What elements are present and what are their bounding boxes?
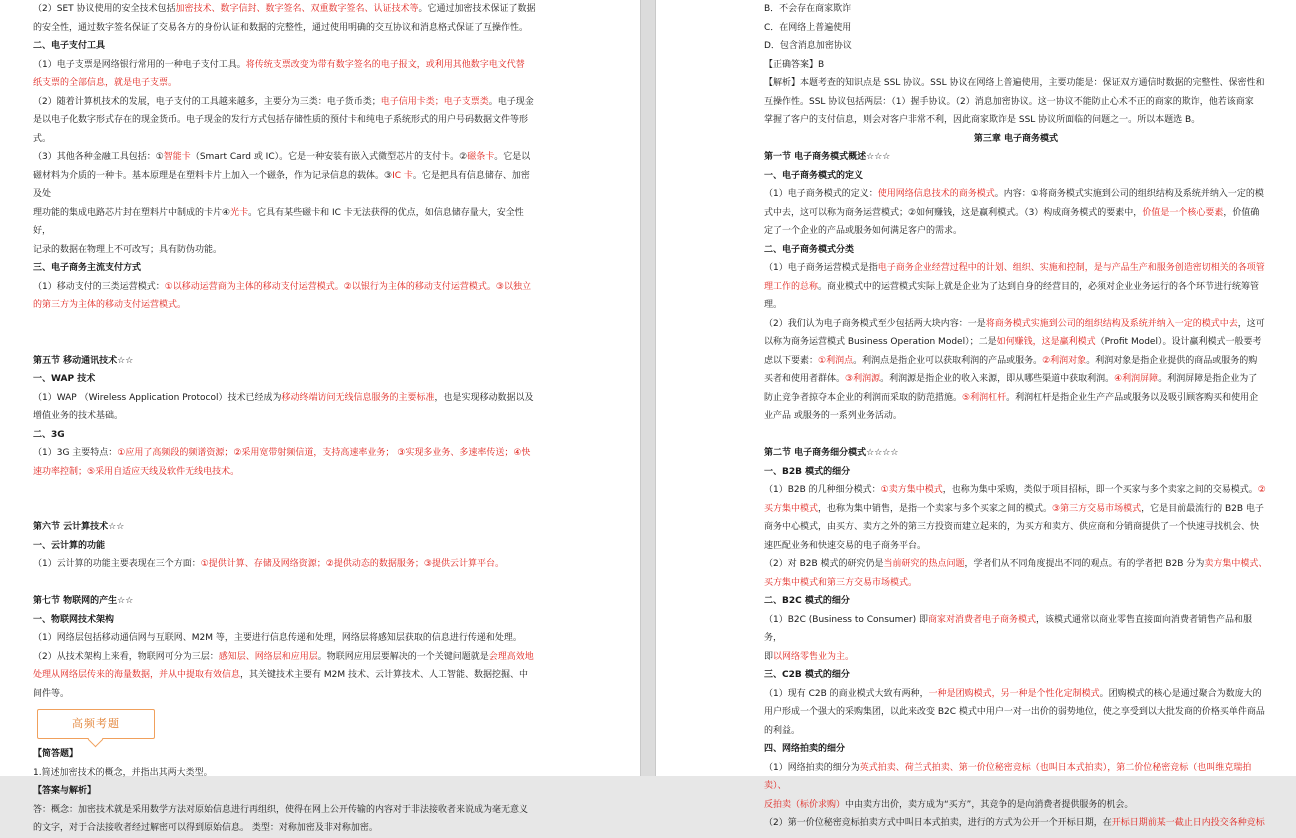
text-line	[764, 56, 1268, 75]
text-line	[33, 130, 536, 149]
highlight-text: ④利润屏障	[1114, 374, 1159, 384]
text-line	[33, 148, 536, 167]
text-segment: ，也称为集中销售，是指一个卖家与多个买家之间的模式。	[818, 503, 1053, 514]
text-segment: ，也是实现移动数据以及	[434, 392, 534, 403]
section-heading	[764, 444, 1268, 463]
text-line	[764, 259, 1268, 278]
text-segment: 第一节 电子商务模式概述☆☆☆	[764, 152, 891, 162]
text-segment: 【简答题】	[33, 749, 79, 759]
text-line	[764, 814, 1268, 833]
text-segment: （1）WAP （Wireless Application Protocol）技术已经成为	[33, 392, 282, 403]
text-segment: 。利润源是指企业的收入来源，即从哪些渠道中获取利润。	[880, 374, 1115, 384]
blank-line	[33, 481, 536, 500]
text-line	[33, 19, 536, 38]
text-segment: 一、云计算的功能	[33, 540, 106, 551]
text-segment: 增值业务的技术基础。	[33, 411, 124, 421]
section-heading	[33, 782, 536, 801]
section-heading	[33, 745, 536, 764]
text-segment: （Profit Model）。设计赢利模式一般要考	[1095, 337, 1262, 347]
text-line	[764, 0, 1268, 19]
section-heading	[764, 463, 1268, 482]
text-segment: （1）B2C (Business to Consumer) 即	[764, 614, 928, 625]
text-segment: 掌握了客户的支付信息，则会对客户非常不利，因此商家欺诈是 SSL 协议所面临的问题之一。所以本题选 B。	[764, 115, 1201, 125]
text-segment: 即	[764, 651, 774, 662]
text-segment: 。利润点是指企业可以获取利润的产品或服务。	[853, 355, 1043, 366]
highlight-text: 磁条卡	[467, 152, 495, 162]
text-segment: 一、物联网技术架构	[33, 614, 115, 625]
page-left-content	[33, 0, 536, 838]
highlight-text: 如何赚钱，这是赢利模式	[996, 337, 1096, 347]
exam-badge: 高频考题	[37, 709, 155, 739]
text-segment: （2）随着计算机技术的发展，电子支付的工具越来越多，主要分为三类：电子货币类；	[33, 96, 381, 107]
section-heading	[764, 241, 1268, 260]
highlight-text: 价值是一个核心要素	[1142, 207, 1224, 218]
text-segment: B．不会存在商家欺诈	[764, 4, 852, 14]
highlight-text: 电子商务企业经营过程中的计划、组织、实施和控制，是与产品生产和服务创造密切相关的各项管	[877, 263, 1265, 273]
text-segment: （2）第一价位秘密竞标拍卖方式中叫日本式拍卖，进行的方式为公开一个开标日期，在	[764, 818, 1112, 828]
text-segment: 。它是把具有信息储存、加密及处	[33, 170, 530, 199]
text-segment: 1.简述加密技术的概念，并指出其两大类型。	[33, 767, 213, 778]
text-segment: 三、电子商务主流支付方式	[33, 263, 142, 273]
section-heading	[764, 666, 1268, 685]
text-segment: 【正确答案】B	[764, 59, 825, 70]
text-segment: D．包含消息加密协议	[764, 41, 852, 51]
text-segment: 四、网络拍卖的细分	[764, 744, 846, 754]
text-segment: ，它是目前最流行的 B2B 电子	[1141, 503, 1264, 514]
text-line	[764, 315, 1268, 334]
highlight-text: 英式拍卖、荷兰式拍卖、第一价位秘密竞标（也叫日本式拍卖），第二价位秘密竞标（也叫维克瑞拍卖）、	[764, 762, 1252, 791]
text-line	[764, 759, 1268, 796]
text-line	[764, 111, 1268, 130]
highlight-text: IC 卡	[392, 170, 413, 181]
text-segment: 第五节 移动通讯技术☆☆	[33, 355, 134, 366]
text-segment: ，学者们从不同角度提出不同的观点。有的学者把 B2B 分为	[964, 559, 1205, 569]
text-segment: 二、电子支付工具	[33, 41, 106, 51]
text-segment: 二、3G	[33, 429, 65, 440]
text-line	[764, 352, 1268, 371]
highlight-text: 卖方集中模式、	[1204, 559, 1268, 569]
highlight-text: 的第三方为主体的移动支付运营模式。	[33, 300, 187, 310]
text-line	[764, 611, 1268, 648]
text-segment: （1）B2B 的几种细分模式：	[764, 485, 881, 495]
text-segment: C．在网络上普遍使用	[764, 22, 852, 33]
highlight-text: ①卖方集中模式	[880, 485, 943, 495]
section-heading	[33, 259, 536, 278]
text-segment: 一、电子商务模式的定义	[764, 170, 864, 181]
highlight-text: ②利润对象	[1042, 355, 1087, 366]
text-segment: 磁材料为介质的一种卡。基本原理是在塑料卡片上加入一个磁条，作为记录信息的载体。③	[33, 170, 393, 181]
highlight-text: 商家对消费者电子商务模式	[928, 614, 1037, 625]
text-line	[33, 685, 536, 704]
section-heading	[764, 167, 1268, 186]
text-line	[764, 537, 1268, 556]
text-segment: ，该模式通常以商业零售直接面向消费者销售产品和服务，	[764, 614, 1253, 643]
text-line	[33, 666, 536, 685]
text-line	[33, 111, 536, 130]
text-segment: 。它通过加密技术保证了数据	[418, 4, 536, 14]
text-segment: （3）其他各种金融工具包括：①	[33, 152, 164, 162]
section-heading	[764, 148, 1268, 167]
page-left	[0, 0, 640, 833]
text-line	[764, 648, 1268, 667]
highlight-text: 将传统支票改变为带有数字签名的电子报文，或利用其他数字电文代替	[245, 59, 525, 70]
text-segment: 。内容：①将商务模式实施到公司的组织结构及系统并纳入一定的模	[994, 189, 1264, 199]
highlight-text: 速功率控制；⑤采用自适应天线及软件无线电技术。	[33, 466, 240, 477]
highlight-text: 纸支票的全部信息，就是电子支票。	[33, 78, 178, 88]
text-segment: 互操作性。SSL 协议包括两层：（1）握手协议。（2）消息加密协议。这一协议不能防止心术不正的商家的欺诈，他若该商家	[764, 96, 1254, 107]
text-line	[33, 819, 536, 838]
text-line	[764, 204, 1268, 223]
highlight-text: ①利润点	[818, 355, 854, 366]
text-line	[764, 37, 1268, 56]
text-line	[33, 764, 536, 783]
text-line	[33, 167, 536, 204]
text-segment: 式。	[33, 133, 52, 144]
text-segment: 速匹配业务和快速交易的电子商务平台。	[764, 540, 927, 551]
text-segment: 商务中心模式，由买方、卖方之外的第三方投资而建立起来的，为买方和卖方、供应商和分销商提供了一个快速寻找机会、快	[764, 522, 1260, 532]
text-segment: ，其关键技术主要有 M2M 技术、云计算技术、人工智能、数据挖掘、中	[240, 670, 528, 680]
text-line	[33, 241, 536, 260]
text-line	[33, 444, 536, 463]
text-segment: 一、WAP 技术	[33, 374, 96, 384]
highlight-text: ⑤利润杠杆	[962, 392, 1007, 403]
text-line	[33, 278, 536, 297]
highlight-text: ①提供计算、存储及网络资源；②提供动态的数据服务；③提供云计算平台。	[200, 559, 504, 569]
text-segment: （1）网络层包括移动通信网与互联网、M2M 等，主要进行信息传递和处理，网络层将感知层获取的信息进行传递和处理。	[33, 633, 522, 643]
text-line	[764, 222, 1268, 241]
highlight-text: 以网络零售业为主。	[773, 651, 855, 662]
text-segment: （Smart Card 或 IC）。它是一种安装有嵌入式微型芯片的支付卡。②	[190, 152, 468, 162]
section-heading	[33, 352, 536, 371]
text-segment: 答：概念：加密技术就是采用数学方法对原始信息进行再组织，使得在网上公开传输的内容对于非法接收者来说成为毫无意义	[33, 804, 529, 815]
highlight-text: 感知层、网络层和应用层	[218, 651, 318, 662]
section-heading	[764, 592, 1268, 611]
text-segment: （2）我们认为电子商务模式至少包括两大块内容：一是	[764, 318, 986, 329]
highlight-text: 反拍卖（标价求购）	[764, 799, 846, 810]
section-heading	[33, 592, 536, 611]
blank-line	[33, 333, 536, 352]
text-segment: （2）对 B2B 模式的研究仍是	[764, 559, 884, 569]
section-heading	[33, 37, 536, 56]
text-segment: 式中去，这可以称为商务运营模式；②如何赚钱，这是赢利模式。（3）构成商务模式的要素中，	[764, 207, 1143, 218]
text-line	[33, 407, 536, 426]
text-line	[764, 333, 1268, 352]
text-line	[764, 389, 1268, 408]
highlight-text: 电子信用卡类；电子支票类	[380, 96, 489, 107]
highlight-text: ③第三方交易市场模式	[1052, 503, 1142, 514]
section-heading	[33, 537, 536, 556]
text-line	[33, 296, 536, 315]
text-segment: 第七节 物联网的产生☆☆	[33, 596, 134, 606]
text-segment: （1）3G 主要特点：	[33, 448, 118, 458]
text-segment: 的利益。	[764, 725, 801, 736]
text-segment: 定了一个企业的产品或服务如何满足客户的需求。	[764, 226, 963, 236]
text-segment: 理功能的集成电路芯片封在塑料片中制成的卡片④	[33, 207, 231, 218]
text-segment: 是以电子化数字形式存在的现金货币。电子现金的发行方式包括存储性质的预付卡和纯电子系统形式的用户号码数据文件等形	[33, 115, 529, 125]
text-segment: 第六节 云计算技术☆☆	[33, 522, 125, 532]
highlight-text: 加密技术、数字信封、数字签名、双重数字签名、认证技术等	[175, 4, 419, 14]
text-line	[764, 722, 1268, 741]
section-heading	[33, 370, 536, 389]
text-line	[764, 685, 1268, 704]
highlight-text: 当前研究的热点问题	[883, 559, 965, 569]
text-segment: 防止竞争者掠夺本企业的利润而采取的防范措施。	[764, 392, 963, 403]
page-right	[656, 0, 1296, 828]
text-segment: 。它具有某些磁卡和 IC 卡无法获得的优点，如信息储存量大，安全性好，	[33, 207, 524, 236]
text-line	[33, 629, 536, 648]
text-segment: 。利润对象是指企业提供的商品或服务的购	[1086, 355, 1258, 366]
text-segment: ，这可	[1237, 318, 1265, 329]
text-line	[764, 278, 1268, 315]
text-segment: 虑以下要素：	[764, 355, 819, 366]
text-segment: 。电子现金	[488, 96, 534, 107]
text-segment: （1）电子商务运营模式是指	[764, 263, 878, 273]
text-segment: （1）网络拍卖的细分为	[764, 762, 860, 773]
text-segment: 中由卖方出价，卖方成为“买方”，其竞争的是向消费者提供服务的机会。	[845, 799, 1134, 810]
highlight-text: 智能卡	[163, 152, 191, 162]
highlight-text: ②	[1257, 485, 1266, 495]
highlight-text: 移动终端访问无线信息服务的主要标准	[281, 392, 435, 403]
blank-line	[33, 500, 536, 519]
text-line	[764, 555, 1268, 574]
highlight-text: 处理从网络层传来的海量数据，并从中提取有效信息	[33, 670, 241, 680]
text-segment: （1）云计算的功能主要表现在三个方面：	[33, 559, 201, 569]
section-heading	[33, 611, 536, 630]
blank-line	[764, 426, 1268, 445]
text-segment: 买者和使用者群体。	[764, 374, 846, 384]
text-line	[33, 56, 536, 75]
text-line	[764, 19, 1268, 38]
text-line	[33, 648, 536, 667]
chapter-title	[764, 130, 1268, 149]
text-line	[33, 204, 536, 241]
text-segment: ，价值确	[1223, 207, 1260, 218]
highlight-text: 理工作的总称	[764, 281, 819, 292]
text-line	[33, 0, 536, 19]
text-segment: 二、B2C 模式的细分	[764, 596, 850, 606]
text-segment: 用户形成一个强大的采购集团，以此来改变 B2C 模式中用户一对一出价的弱势地位，使之享受到以大批发商的价格买单件商品	[764, 707, 1265, 717]
text-segment: 记录的数据在物理上不可改写；具有防伪功能。	[33, 244, 223, 255]
text-segment: （2）从技术架构上来看，物联网可分为三层：	[33, 651, 219, 662]
highlight-text: ①应用了高频段的频谱资源；②采用宽带射频信道，支持高速率业务； ③实现多业务、多速率传送；④快	[117, 448, 531, 458]
blank-line	[33, 315, 536, 334]
highlight-text: 买方集中模式	[764, 503, 819, 514]
text-segment: （2）SET 协议使用的安全技术包括	[33, 4, 176, 14]
highlight-text: ①以移动运营商为主体的移动支付运营模式。②以银行为主体的移动支付运营模式。③以独立	[164, 281, 531, 292]
text-line	[764, 574, 1268, 593]
highlight-text: 将商务模式实施到公司的组织结构及系统并纳入一定的模式中去	[985, 318, 1238, 329]
text-segment: 。它是以	[494, 152, 531, 162]
text-segment: （1）现有 C2B 的商业模式大致有两种，	[764, 688, 929, 699]
text-segment: 以称为商务运营模式 Business Operation Model）；二是	[764, 337, 997, 347]
text-line	[33, 93, 536, 112]
text-line	[33, 555, 536, 574]
highlight-text: 开标日期前某一截止日内投交各种竞标	[1111, 818, 1265, 828]
text-segment: 第三章 电子商务模式	[973, 133, 1059, 144]
section-heading	[33, 426, 536, 445]
section-heading	[33, 518, 536, 537]
text-segment: 。物联网应用层要解决的一个关键问题就是	[317, 651, 489, 662]
text-segment: 。商业模式中的运营模式实际上就是企业为了达到自身的经营目的，必须对企业业务运行的各个环节进行统筹管理。	[764, 281, 1260, 310]
text-segment: 。团购模式的核心是通过聚合为数庞大的	[1099, 688, 1262, 699]
text-segment: 【答案与解析】	[33, 786, 97, 796]
text-line	[33, 463, 536, 482]
text-segment: 的安全性，通过数字签名保证了交易各方的身份认证和数据的完整性，通过使用明确的交互协议和消息格式保证了互操作性。	[33, 22, 529, 33]
text-line	[33, 801, 536, 820]
text-segment: 间件等。	[33, 688, 70, 699]
text-segment: （1）电子支票是网络银行常用的一种电子支付工具。	[33, 59, 246, 70]
text-line	[764, 74, 1268, 93]
text-segment: （1）移动支付的三类运营模式：	[33, 281, 165, 292]
text-line	[764, 370, 1268, 389]
text-line	[764, 796, 1268, 815]
text-segment: （1）电子商务模式的定义：	[764, 189, 878, 199]
text-line	[764, 518, 1268, 537]
text-segment: 【解析】本题考查的知识点是 SSL 协议。SSL 协议在网络上普遍使用，主要功能是：保证双方通信时数据的完整性、保密性和	[764, 78, 1265, 88]
text-segment: 二、电子商务模式分类	[764, 244, 855, 255]
highlight-text: 会理高效地	[488, 651, 534, 662]
text-segment: 一、B2B 模式的细分	[764, 466, 851, 477]
page-gap	[640, 0, 656, 776]
blank-line	[33, 574, 536, 593]
text-line	[764, 93, 1268, 112]
text-line	[33, 389, 536, 408]
highlight-text: 使用网络信息技术的商务模式	[877, 189, 995, 199]
highlight-text: ③利润源	[845, 374, 881, 384]
highlight-text: 一种是团购模式，另一种是个性化定制模式	[928, 688, 1100, 699]
text-line	[764, 500, 1268, 519]
page-right-content	[764, 0, 1268, 833]
text-line	[33, 74, 536, 93]
section-heading	[764, 740, 1268, 759]
text-line	[764, 407, 1268, 426]
text-segment: 业产品 或服务的一系列业务活动。	[764, 411, 902, 421]
text-segment: 。利润杠杆是指企业生产产品或服务以及吸引顾客购买和使用企	[1006, 392, 1259, 403]
text-segment: ，也称为集中采购，类似于项目招标，即一个买家与多个卖家之间的交易模式。	[942, 485, 1258, 495]
text-segment: 。利润屏障是指企业为了	[1158, 374, 1258, 384]
text-segment: 第二节 电子商务细分模式☆☆☆☆	[764, 448, 899, 458]
highlight-text: 光卡	[230, 207, 249, 218]
text-segment: 的文字，对于合法接收者经过解密可以得到原始信息。 类型：对称加密及非对称加密。	[33, 823, 378, 833]
text-segment: 三、C2B 模式的细分	[764, 670, 850, 680]
highlight-text: 买方集中模式和第三方交易市场模式。	[764, 577, 918, 588]
text-line	[764, 185, 1268, 204]
text-line	[764, 703, 1268, 722]
text-line	[764, 481, 1268, 500]
